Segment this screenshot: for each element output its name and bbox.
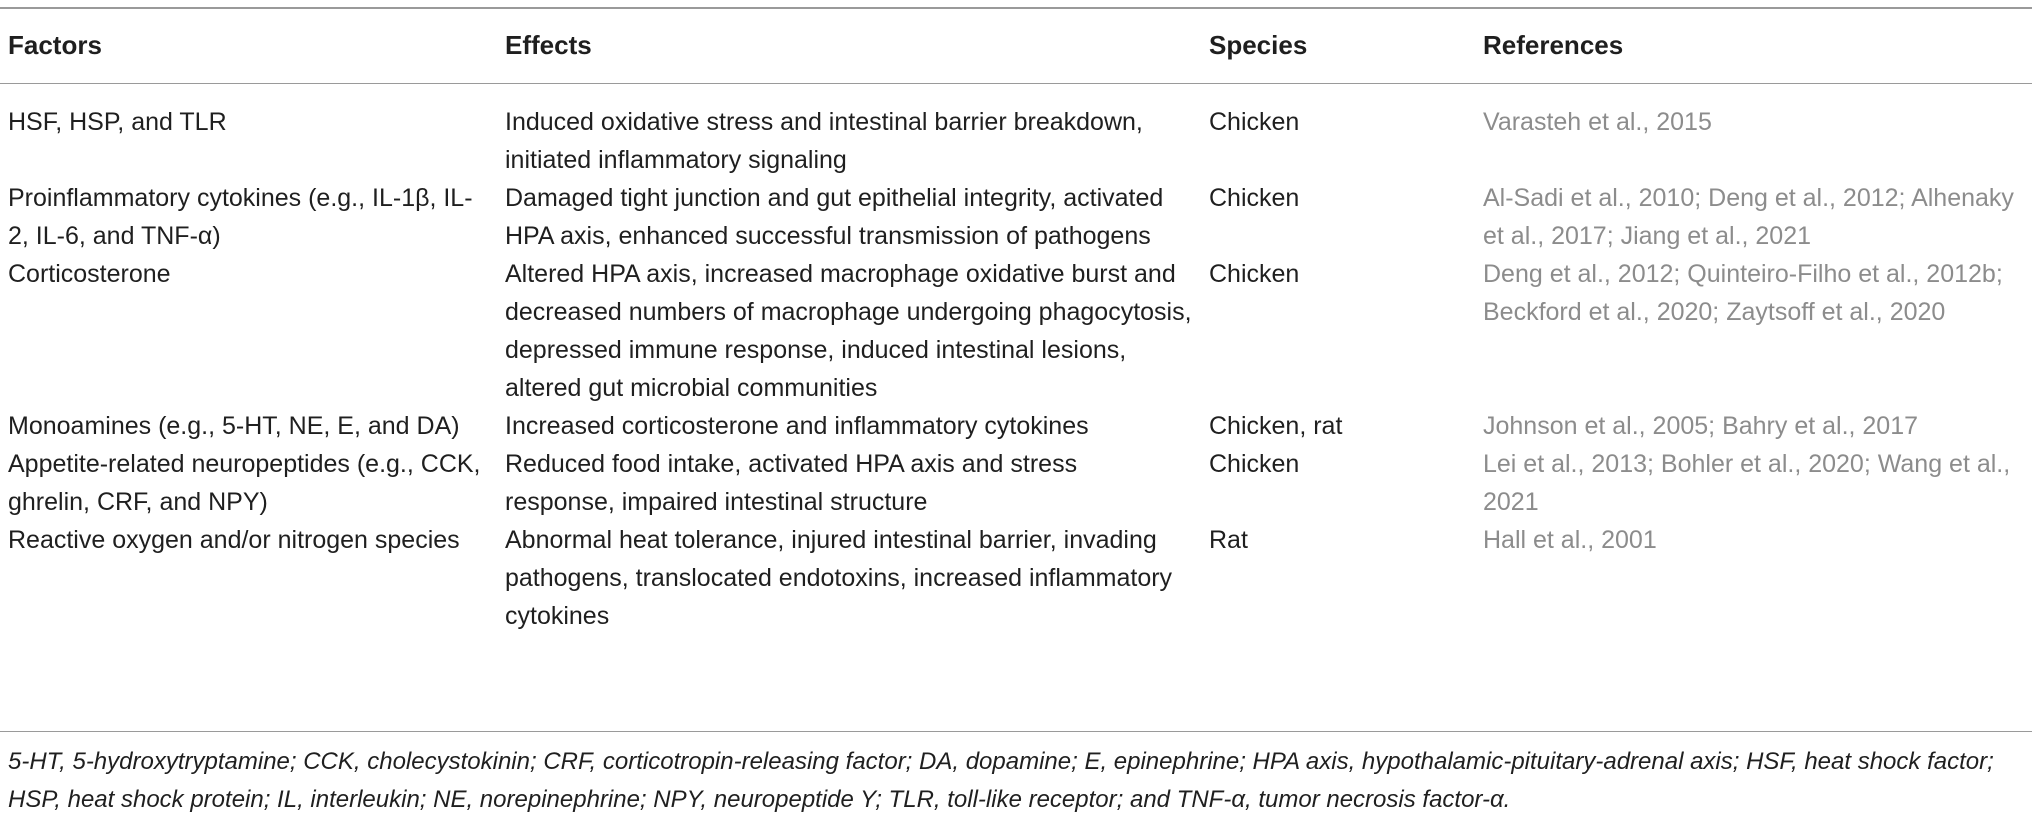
cell-effects: Damaged tight junction and gut epithelial integrity, activated HPA axis, enhanced successful transmission of pathogens	[505, 184, 1164, 250]
cell-effects: Increased corticosterone and inflammatory cytokines	[505, 412, 1089, 440]
table-row	[0, 255, 2032, 407]
cell-references[interactable]: Varasteh et al., 2015	[1483, 108, 1712, 136]
header-effects: Effects	[505, 30, 592, 60]
cell-factor: Appetite-related neuropeptides (e.g., CCK, ghrelin, CRF, and NPY)	[8, 450, 481, 516]
cell-factor: HSF, HSP, and TLR	[8, 108, 227, 136]
cell-effects: Induced oxidative stress and intestinal barrier breakdown, initiated inflammatory signaling	[505, 108, 1143, 174]
cell-species: Rat	[1209, 526, 1248, 554]
cell-references[interactable]: Lei et al., 2013; Bohler et al., 2020; Wang et al., 2021	[1483, 450, 2011, 516]
table-row	[0, 445, 2032, 521]
table-header	[0, 8, 2032, 83]
cell-species: Chicken, rat	[1209, 412, 1343, 440]
cell-factor: Monoamines (e.g., 5-HT, NE, E, and DA)	[8, 412, 460, 440]
header-factors: Factors	[8, 30, 102, 60]
cell-factor: Corticosterone	[8, 260, 171, 288]
cell-species: Chicken	[1209, 184, 1300, 212]
table-body	[0, 83, 2032, 635]
cell-effects: Reduced food intake, activated HPA axis and stress response, impaired intestinal structure	[505, 450, 1078, 516]
cell-references[interactable]: Johnson et al., 2005; Bahry et al., 2017	[1483, 412, 1919, 440]
cell-effects: Abnormal heat tolerance, injured intestinal barrier, invading pathogens, translocated endotoxins, increased inflammatory cytokines	[505, 526, 1173, 630]
cell-references[interactable]: Hall et al., 2001	[1483, 526, 1657, 554]
table-row	[0, 407, 2032, 445]
table-row	[0, 179, 2032, 255]
cell-species: Chicken	[1209, 450, 1300, 478]
header-references: References	[1483, 30, 1624, 60]
table-row	[0, 521, 2032, 635]
table-row	[0, 83, 2032, 179]
cell-references[interactable]: Al-Sadi et al., 2010; Deng et al., 2012; Alhenaky et al., 2017; Jiang et al., 2021	[1483, 184, 2014, 250]
cell-effects: Altered HPA axis, increased macrophage oxidative burst and decreased numbers of macrophage undergoing phagocytosis, depressed immune response, induced intestinal lesions, altered gut microbial communities	[505, 260, 1192, 402]
factors-table	[0, 8, 2032, 635]
cell-references[interactable]: Deng et al., 2012; Quinteiro-Filho et al., 2012b; Beckford et al., 2020; Zaytsoff et al., 2020	[1483, 260, 2003, 326]
cell-factor: Reactive oxygen and/or nitrogen species	[8, 526, 460, 554]
cell-species: Chicken	[1209, 108, 1300, 136]
table-footnote: 5-HT, 5-hydroxytryptamine; CCK, cholecystokinin; CRF, corticotropin-releasing factor; DA, dopamine; E, epinephrine; HPA axis, hypothalamic-pituitary-adrenal axis; HSF, heat shock factor; HSP, heat shock protein; IL, interleukin; NE, norepinephrine; NPY, neuropeptide Y; TLR, toll-like receptor; and TNF-α, tumor necrosis factor-α.	[8, 748, 1994, 813]
header-species: Species	[1209, 30, 1308, 60]
bottom-rule	[0, 731, 2032, 732]
cell-species: Chicken	[1209, 260, 1300, 288]
cell-factor: Proinflammatory cytokines (e.g., IL-1β, IL-2, IL-6, and TNF-α)	[8, 184, 473, 250]
header-row	[0, 8, 2032, 83]
